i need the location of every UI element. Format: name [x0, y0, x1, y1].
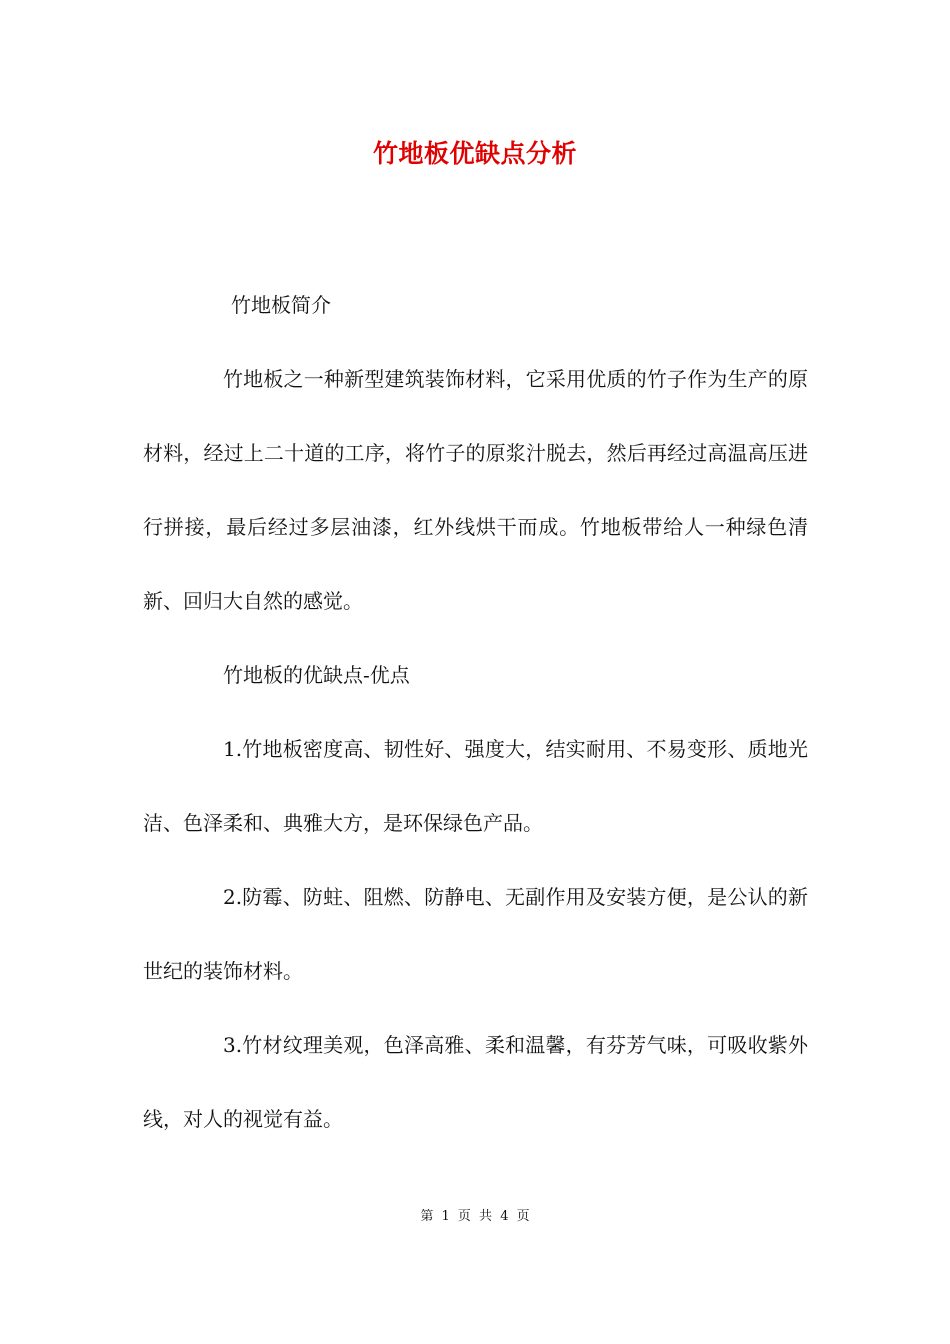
document-title: 竹地板优缺点分析 [372, 139, 577, 168]
document-body [143, 268, 808, 1156]
paragraph-advantage-2: 2.防霉、防蛀、阻燃、防静电、无副作用及安装方便，是公认的新世纪的装饰材料。 [143, 885, 808, 983]
paragraph-intro: 竹地板之一种新型建筑装饰材料，它采用优质的竹子作为生产的原材料，经过上二十道的工序，将竹子的原浆汁脱去，然后再经过高温高压进行拼接，最后经过多层油漆，红外线烘干而成。竹地板带给人一种绿色清新、回归大自然的感觉。 [143, 367, 808, 613]
section-heading-intro: 竹地板简介 [231, 293, 331, 317]
section-heading-advantages: 竹地板的优缺点-优点 [223, 663, 410, 687]
page-footer: 第 1 页 共 4 页 [420, 1209, 530, 1224]
paragraph-advantage-3: 3.竹材纹理美观，色泽高雅、柔和温馨，有芬芳气味，可吸收紫外线，对人的视觉有益。 [143, 1033, 808, 1131]
paragraph-advantage-1: 1.竹地板密度高、韧性好、强度大，结实耐用、不易变形、质地光洁、色泽柔和、典雅大方，是环保绿色产品。 [143, 737, 808, 835]
